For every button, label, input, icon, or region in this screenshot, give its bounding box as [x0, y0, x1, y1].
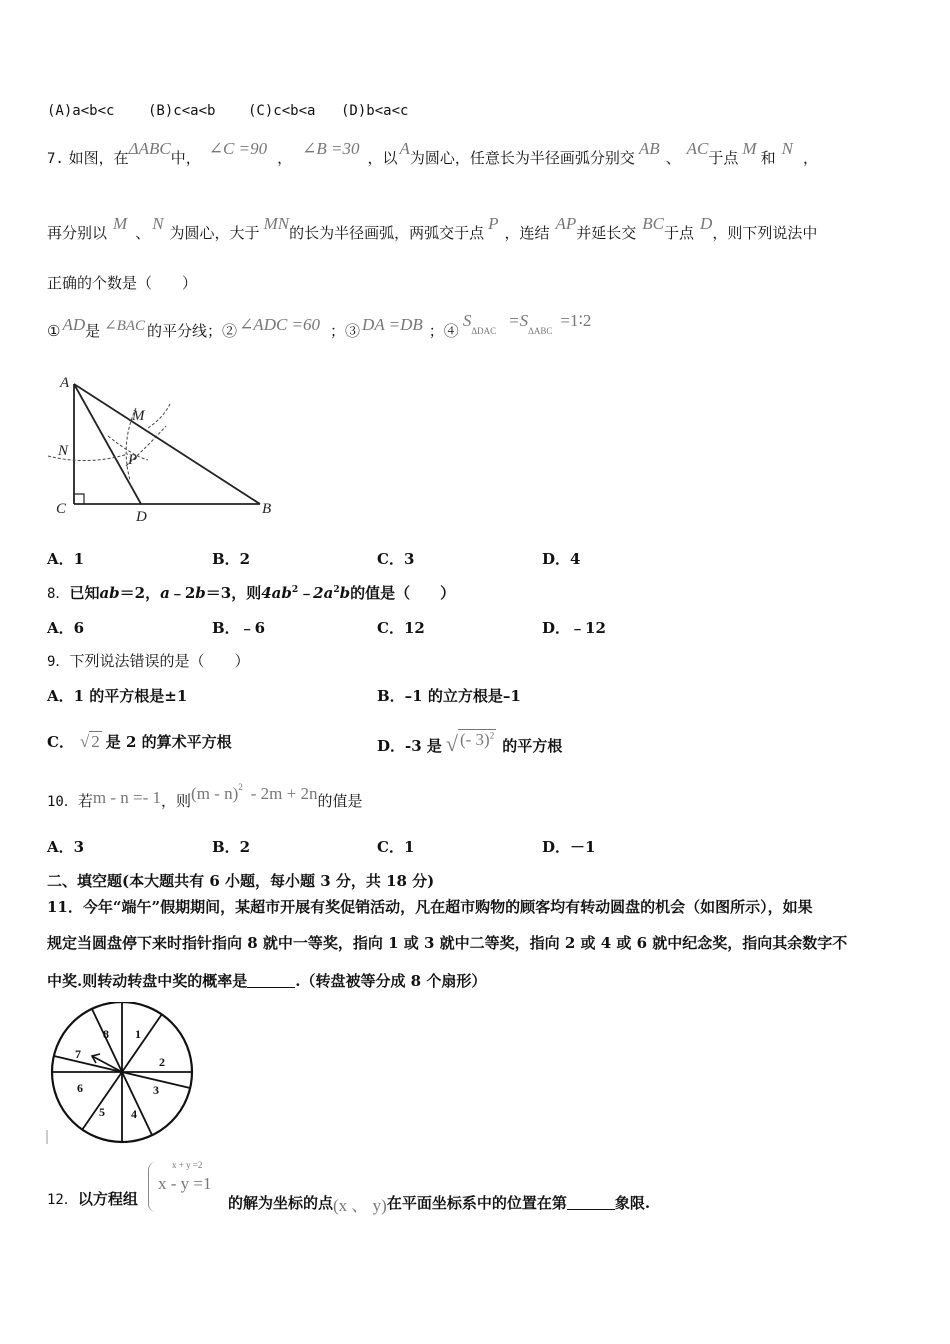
q12-text: 的解为坐标的点 [228, 1194, 334, 1212]
label-b: B [262, 501, 272, 517]
q8-var: ab [99, 584, 120, 602]
label-a: A [60, 375, 70, 391]
q7-math-da-db: DA =DB [362, 315, 423, 334]
q8-option-b: B．﹣6 [212, 619, 266, 637]
q9-option-c-radicand: 2 [91, 732, 100, 751]
q7-math-n: N [781, 139, 793, 158]
q10-option-d: D．－1 [542, 838, 596, 856]
q8-var: a [160, 584, 170, 602]
label-p: P [128, 452, 138, 468]
q7-text: 如图，在 [68, 149, 129, 167]
wheel-label-4: 4 [131, 1107, 137, 1121]
q8-text: ＝2， [119, 584, 161, 602]
q7-line-1 [47, 139, 818, 168]
q6-option-c: (C)c<b<a [248, 103, 316, 119]
label-m: M [132, 408, 145, 424]
q8-text: 已知 [69, 584, 100, 602]
q9-text: 下列说法错误的是（ ） [69, 652, 250, 670]
q7-text: 、 [665, 149, 681, 167]
q7-option-b: B．2 [212, 550, 251, 568]
q7-triangle-figure [48, 368, 288, 528]
q10-option-c: C．1 [377, 838, 415, 856]
q10-option-b: B．2 [212, 838, 251, 856]
section-2-title: 二、填空题(本大题共有 6 小题，每小题 3 分，共 18 分) [47, 872, 435, 890]
q9-option-d-sup: 2 [489, 730, 495, 741]
q7-math-ad: AD [62, 315, 86, 334]
sector-divider [82, 1072, 122, 1130]
q7-number: 7. [47, 151, 64, 167]
q7-math-angle-bac: ∠BAC [104, 318, 146, 334]
q7-math-d: D [700, 214, 713, 233]
q8-expr: b [339, 584, 351, 602]
q8-expr: 4ab [261, 584, 292, 602]
q8-number: 8． [47, 586, 70, 602]
wheel-label-8: 8 [103, 1027, 109, 1041]
q10-text: 若 [77, 792, 93, 810]
q7-line-2 [47, 214, 818, 243]
q8-option-c: C．12 [377, 619, 425, 637]
q7-math-sub-abc: ΔABC [528, 326, 553, 336]
q10-expr-rest: - 2m + 2n [250, 784, 318, 803]
q7-text: 的长为半径画弧，两弧交于点 [289, 224, 485, 242]
sqrt-icon: √ [445, 731, 458, 756]
q7-line-3: 正确的个数是（ ） [47, 274, 198, 292]
q9-option-c-text: 是 2 的算术平方根 [105, 733, 232, 751]
q7-math-mn: MN [263, 214, 290, 233]
wheel-label-3: 3 [153, 1083, 159, 1097]
q7-text: ① [47, 322, 61, 340]
q10-text: 的值是 [317, 792, 363, 810]
q8-sup: 2 [291, 585, 299, 595]
bisector-ad [74, 384, 141, 504]
q7-text: 并延长交 [576, 224, 637, 242]
q7-text: ， [802, 149, 818, 167]
q7-math-p: P [488, 214, 499, 233]
q7-text: ；③ [330, 322, 361, 340]
q7-option-a: A．1 [47, 550, 85, 568]
q7-text: ， [277, 149, 293, 167]
sector-divider [122, 1014, 162, 1072]
side-ab [74, 384, 260, 504]
q7-math-ac: AC [686, 139, 709, 158]
sqrt-icon: √ [79, 732, 90, 751]
q7-text: 和 [760, 149, 776, 167]
q9-stem [47, 650, 249, 671]
q9-option-d-text: 的平方根 [502, 737, 563, 755]
q7-math-angle-b: ∠B =30 [302, 139, 360, 158]
q11-answer-blank [247, 973, 295, 988]
q7-text: 的平分线；② [147, 322, 238, 340]
q10-number: 10． [47, 794, 78, 810]
q7-text: ，连结 [504, 224, 550, 242]
q7-math-a: A [399, 139, 410, 158]
q10-stem [47, 782, 363, 811]
q10-expr-square: (m - n) [191, 784, 239, 803]
q8-var: b [195, 584, 206, 602]
q7-math-bc: BC [642, 214, 665, 233]
q11-line-2: 规定当圆盘停下来时指针指向 8 就中一等奖，指向 1 或 3 就中二等奖，指向 2 或 4 或 6 就中纪念奖，指向其余数字不 [47, 934, 848, 952]
q7-text: 于点 [708, 149, 739, 167]
sector-divider [122, 1072, 152, 1135]
arc-top [148, 404, 170, 428]
q7-math-ratio: =1∶2 [560, 311, 592, 330]
q10-expr-sup: 2 [238, 782, 243, 792]
q9-option-b: B．–1 的立方根是–1 [377, 687, 521, 705]
q7-math-n: N [152, 214, 164, 233]
wheel-label-5: 5 [99, 1105, 105, 1119]
q12-point: (x 、 y) [333, 1196, 387, 1215]
q7-math-eq-s: =S [508, 311, 529, 330]
q8-text: ﹣2 [169, 584, 196, 602]
q12-equation-1: x + y =2 [172, 1160, 203, 1170]
q9-option-d-label: D．-3 是 [377, 737, 442, 755]
wheel-label-6: 6 [77, 1081, 83, 1095]
q8-stem [47, 582, 455, 603]
q12-text: 在平面坐标系中的位置在第 [386, 1194, 567, 1212]
q8-option-d: D．﹣12 [542, 619, 606, 637]
q10-condition: m - n =- 1 [92, 788, 162, 807]
q7-math-ap: AP [555, 214, 577, 233]
q7-math-angle-c: ∠C =90 [208, 139, 268, 158]
q7-text: ，以 [367, 149, 398, 167]
q8-text: 的值是（ ） [350, 584, 456, 602]
q7-text: 、 [135, 224, 151, 242]
q9-option-d-radical [458, 729, 496, 749]
right-angle-mark [74, 494, 84, 504]
q8-text: ＝3，则 [205, 584, 262, 602]
wheel-label-2: 2 [159, 1055, 165, 1069]
q10-option-a: A．3 [47, 838, 85, 856]
q8-expr: ﹣2a [298, 584, 334, 602]
q12-answer-blank [567, 1195, 615, 1210]
q12-text: 象限. [614, 1194, 651, 1212]
q9-option-c [47, 731, 232, 752]
q12-line [228, 1188, 650, 1213]
q11-line-3 [47, 970, 486, 991]
wheel-label-1: 1 [135, 1027, 141, 1041]
q11-text: 中奖.则转动转盘中奖的概率是 [47, 972, 248, 990]
q7-statements [47, 311, 592, 341]
q7-text: ；④ [428, 322, 459, 340]
q7-option-c: C．3 [377, 550, 415, 568]
label-c: C [56, 501, 67, 517]
q7-math-s: S [462, 311, 472, 330]
label-d: D [136, 509, 147, 525]
q12-text: 以方程组 [77, 1190, 138, 1208]
q7-math-m: M [113, 214, 128, 233]
q9-number: 9． [47, 654, 70, 670]
q11-text: .（转盘被等分成 8 个扇形） [295, 972, 487, 990]
wheel-label-7: 7 [75, 1047, 81, 1061]
q7-text: 为圆心，任意长为半径画弧分别交 [409, 149, 635, 167]
q11-line-1: 11．今年“端午”假期期间，某超市开展有奖促销活动，凡在超市购物的顾客均有转动圆盘的机会（如图所示），如果 [47, 898, 813, 916]
q7-text: 再分别以 [47, 224, 108, 242]
q12-number: 12． [47, 1192, 78, 1208]
q8-option-a: A．6 [47, 619, 85, 637]
q7-text: 是 [85, 322, 101, 340]
q7-text: 中， [170, 149, 201, 167]
q11-spinner-wheel [46, 1002, 198, 1148]
q10-text: ，则 [161, 792, 192, 810]
q9-option-a: A．1 的平方根是±1 [47, 687, 188, 705]
sector-divider [54, 1056, 122, 1072]
q6-option-d: (D)b<a<c [341, 103, 409, 119]
q12-number-text [47, 1188, 138, 1209]
q6-option-a: (A)a<b<c [47, 103, 115, 119]
q7-math-m: M [742, 139, 757, 158]
q7-math-triangle: ΔABC [128, 139, 171, 158]
label-n: N [58, 443, 69, 459]
q7-text: 于点 [664, 224, 695, 242]
q7-math-ab: AB [638, 139, 660, 158]
q7-math-angle-adc: ∠ADC =60 [239, 315, 321, 334]
q9-option-c-label: C． [47, 733, 74, 751]
q7-option-d: D．4 [542, 550, 581, 568]
q12-equation-2: x - y =1 [158, 1174, 212, 1193]
q7-text: ，则下列说法中 [712, 224, 818, 242]
q7-math-sub-dac: ΔDAC [471, 326, 497, 336]
q9-option-d [377, 731, 562, 757]
q8-sup: 2 [333, 585, 340, 595]
q9-option-d-radicand: (- 3) [459, 730, 490, 749]
q6-option-b: (B)c<a<b [148, 103, 216, 119]
q7-text: 为圆心，大于 [169, 224, 260, 242]
